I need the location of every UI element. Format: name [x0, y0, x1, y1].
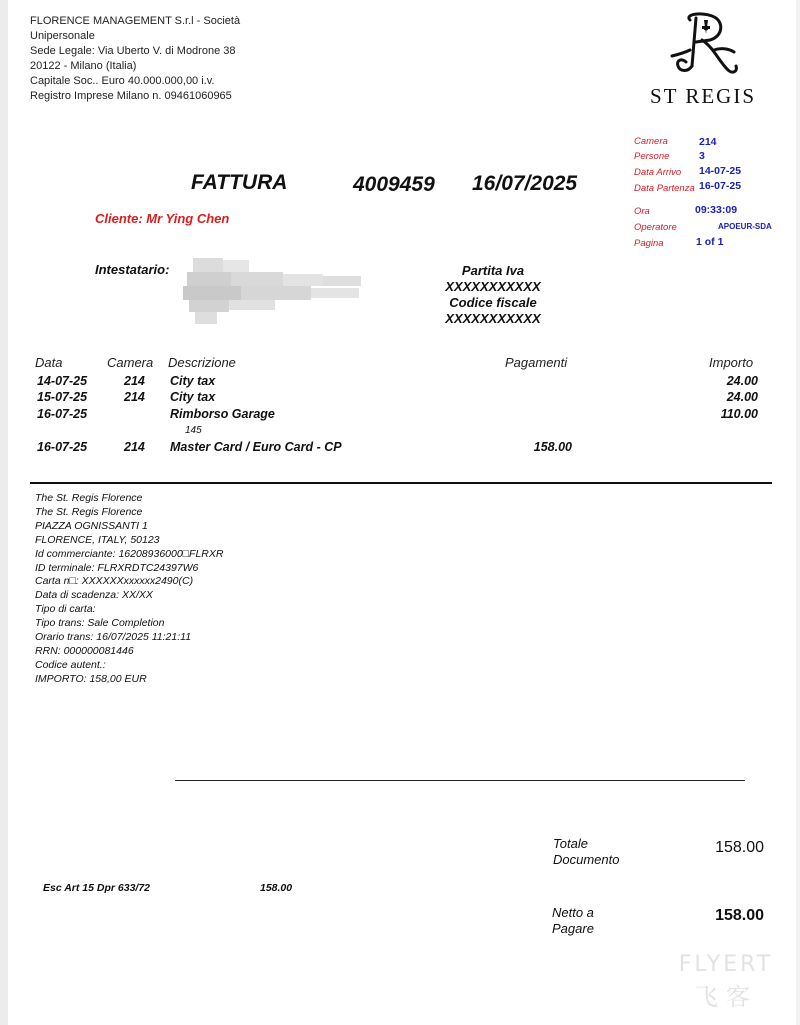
operatore-value: APOEUR-SDA [718, 222, 772, 231]
arrivo-value: 14-07-25 [699, 165, 742, 177]
receipt-line: Tipo trans: Sale Completion [35, 617, 165, 630]
row-1-descrizione: City tax [170, 374, 216, 388]
totale-label-line1: Totale [553, 836, 588, 851]
client-name: Cliente: Mr Ying Chen [95, 211, 230, 226]
redacted-holder [183, 258, 368, 326]
col-header-data: Data [35, 355, 63, 370]
col-header-camera: Camera [107, 355, 154, 370]
codice-fiscale-label: Codice fiscale [449, 295, 537, 310]
netto-label-line1: Netto a [552, 905, 594, 920]
company-info [30, 14, 240, 104]
receipt-line: The St. Regis Florence [35, 492, 143, 504]
st-regis-monogram-icon [632, 10, 774, 82]
company-line: Sede Legale: Via Uberto V. di Modrone 38 [30, 45, 236, 57]
signature-line [175, 780, 745, 781]
receipt-line: Tipo di carta: [35, 603, 96, 616]
netto-pagare-label [552, 905, 594, 937]
watermark-line1: FLYERT [678, 952, 774, 977]
row-4-camera: 214 [124, 440, 145, 454]
totale-label-line2: Documento [553, 852, 620, 867]
receipt-line: ID terminale: FLRXRDTC24397W6 [35, 561, 199, 574]
row-1-importo: 24.00 [726, 374, 758, 388]
col-header-descrizione: Descrizione [168, 355, 236, 370]
receipt-line: PIAZZA OGNISSANTI 1 [35, 519, 148, 532]
receipt-line: Orario trans: 16/07/2025 11:21:11 [35, 631, 192, 644]
totale-documento-label [553, 836, 619, 868]
persone-label: Persone [634, 151, 670, 162]
row-2-camera: 214 [124, 390, 145, 404]
receipt-line: Data di scadenza: XX/XX [35, 589, 153, 602]
esc-art-value: 158.00 [260, 882, 293, 894]
company-line: Capitale Soc.. Euro 40.000.000,00 i.v. [30, 75, 215, 87]
totale-documento-value: 158.00 [715, 839, 764, 856]
ora-value: 09:33:09 [695, 204, 738, 216]
netto-label-line2: Pagare [552, 921, 594, 936]
row-4-descrizione: Master Card / Euro Card - CP [170, 440, 342, 454]
holder-label: Intestatario: [95, 262, 170, 277]
netto-pagare-value: 158.00 [715, 907, 764, 924]
receipt-line: The St. Regis Florence [35, 505, 143, 518]
row-3-subtext: 145 [185, 425, 202, 436]
camera-label: Camera [634, 136, 668, 147]
row-1-data: 14-07-25 [37, 374, 88, 388]
row-3-data: 16-07-25 [37, 407, 88, 421]
partenza-value: 16-07-25 [699, 180, 742, 192]
row-2-data: 15-07-25 [37, 390, 88, 404]
receipt-line: Carta n□: XXXXXXxxxxxx2490(C) [35, 575, 194, 588]
company-line: 20122 - Milano (Italia) [30, 60, 137, 72]
receipt-line: RRN: 000000081446 [35, 644, 134, 657]
watermark-line2: 飞客 [694, 983, 758, 1011]
row-3-descrizione: Rimborso Garage [170, 407, 275, 421]
col-header-importo: Importo [709, 355, 754, 370]
st-regis-logo [632, 10, 774, 110]
partenza-label: Data Partenza [634, 183, 695, 194]
divider-line [30, 482, 772, 484]
partita-iva-label: Partita Iva [461, 263, 525, 278]
st-regis-wordmark: ST REGIS [649, 84, 757, 108]
row-2-importo: 24.00 [726, 390, 758, 404]
card-receipt [35, 492, 223, 687]
ora-label: Ora [634, 206, 650, 217]
invoice-number: 4009459 [353, 173, 435, 196]
row-3-importo: 110.00 [720, 407, 758, 421]
pagina-value: 1 of 1 [696, 236, 724, 248]
arrivo-label: Data Arrivo [634, 167, 682, 178]
flyert-watermark [666, 952, 786, 1012]
operatore-label: Operatore [634, 222, 677, 233]
company-line: Unipersonale [30, 30, 95, 42]
page-left-edge [0, 0, 8, 1025]
receipt-line: Codice autent.: [35, 658, 106, 671]
invoice-title: FATTURA [191, 171, 288, 194]
invoice-date: 16/07/2025 [472, 172, 578, 195]
persone-value: 3 [699, 150, 705, 162]
company-line: FLORENCE MANAGEMENT S.r.l - Società [30, 15, 241, 27]
company-line: Registro Imprese Milano n. 09461060965 [30, 90, 232, 102]
row-2-descrizione: City tax [170, 390, 216, 404]
receipt-line: Id commerciante: 16208936000□FLRXR [35, 547, 224, 560]
camera-value: 214 [699, 136, 717, 148]
row-4-pagamenti: 158.00 [533, 440, 572, 454]
row-1-camera: 214 [124, 374, 145, 388]
esc-art-label: Esc Art 15 Dpr 633/72 [43, 882, 151, 894]
pagina-label: Pagina [634, 238, 664, 249]
col-header-pagamenti: Pagamenti [505, 355, 568, 370]
receipt-line: IMPORTO: 158,00 EUR [35, 672, 147, 685]
partita-iva-value: XXXXXXXXXXX [445, 279, 541, 294]
page-right-edge [796, 0, 800, 1025]
codice-fiscale-value: XXXXXXXXXXX [445, 311, 541, 326]
row-4-data: 16-07-25 [37, 440, 88, 454]
receipt-line: FLORENCE, ITALY, 50123 [35, 533, 160, 546]
